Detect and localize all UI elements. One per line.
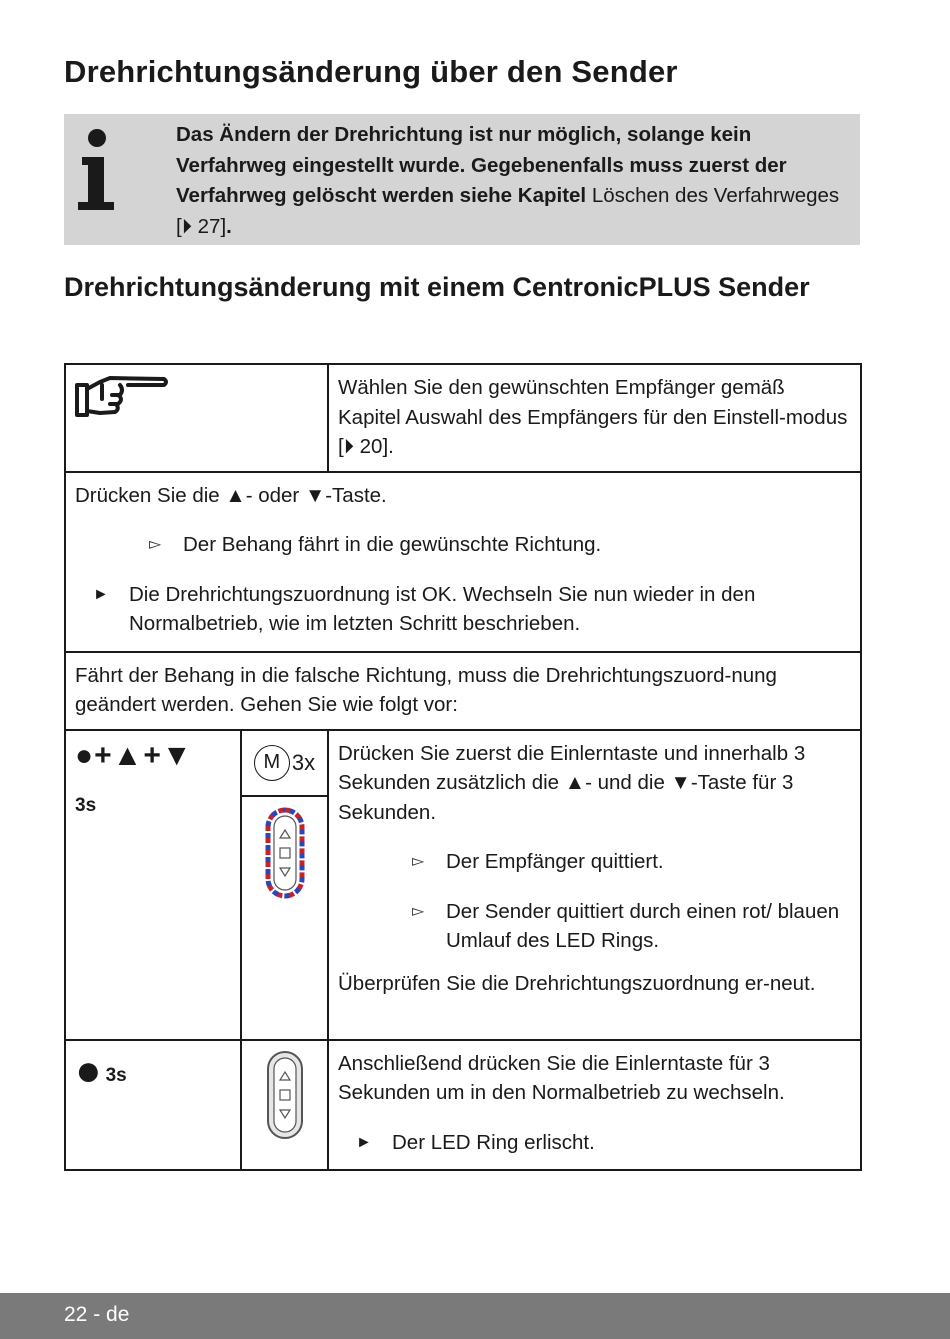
- result-marker: ►: [93, 585, 109, 603]
- row4-sub2: Der Sender quittiert durch einen rot/ blauen Umlauf des LED Rings.: [446, 899, 840, 952]
- key-duration: 3s: [75, 794, 97, 816]
- m-count: 3x: [291, 749, 316, 775]
- row2-text: Drücken Sie die ▲- oder ▼-Taste.: [75, 483, 387, 507]
- info-bold-text: Das Ändern der Drehrichtung ist nur möglich, solange kein Verfahrweg eingestellt wurde. Gegebenenfalls muss zuerst der Verfahrweg gelöscht werden siehe Kapitel: [176, 123, 787, 207]
- remote-icon: [265, 1049, 305, 1141]
- sub-marker: ▻: [149, 536, 162, 553]
- page-heading: Drehrichtungsänderung über den Sender: [64, 54, 678, 89]
- section-heading: Drehrichtungsänderung mit einem CentronicPLUS Sender: [64, 272, 810, 302]
- info-icon: [70, 124, 120, 214]
- table-row: [65, 472, 861, 652]
- info-end: .: [226, 214, 232, 238]
- info-text: [176, 120, 846, 242]
- sub-marker: ▻: [412, 853, 425, 870]
- remote-led-ring-red-blue-icon: [265, 807, 305, 899]
- table-row: [65, 1040, 861, 1170]
- info-link-text[interactable]: Löschen des Verfahrweges: [591, 184, 840, 207]
- learn-key-icon: ●: [75, 1045, 102, 1095]
- m-label: M: [263, 750, 281, 773]
- page-number: 22 - de: [64, 1303, 130, 1326]
- pointing-hand-icon: [74, 373, 170, 419]
- result-marker: ►: [356, 1133, 372, 1151]
- row1-text: Wählen Sie den gewünschten Empfänger gemäß Kapitel Auswahl des Empfängers für den Einstell-modus [⏵ 20].: [338, 376, 848, 458]
- key-duration: 3s: [105, 1065, 127, 1086]
- row5-result: Der LED Ring erlischt.: [392, 1130, 595, 1154]
- steps-table: [64, 363, 862, 1171]
- page-footer: [0, 1293, 950, 1339]
- table-row: [65, 364, 861, 472]
- info-box: [64, 114, 860, 245]
- table-row: [65, 730, 861, 1040]
- info-ref[interactable]: [⏵ 27]: [176, 214, 227, 238]
- row4-sub1: Der Empfänger quittiert.: [446, 850, 664, 873]
- key-combination: ●+▲+▼: [75, 738, 193, 772]
- row5-text: Anschließend drücken Sie die Einlerntaste für 3 Sekunden um in den Normalbetrieb zu wechseln.: [338, 1051, 785, 1104]
- m-button-icon: [254, 745, 290, 781]
- row4-check: Überprüfen Sie die Drehrichtungszuordnung er-neut.: [338, 971, 816, 995]
- row4-text: Drücken Sie zuerst die Einlerntaste und innerhalb 3 Sekunden zusätzlich die ▲- und die ▼-Taste für 3 Sekunden.: [338, 741, 806, 824]
- row2-result: Die Drehrichtungszuordnung ist OK. Wechseln Sie nun wieder in den Normalbetrieb, wie im letzten Schritt beschrieben.: [129, 582, 756, 635]
- row2-sub: Der Behang fährt in die gewünschte Richtung.: [183, 533, 602, 556]
- row3-text: Fährt der Behang in die falsche Richtung, muss die Drehrichtungszuord-nung geändert werden. Gehen Sie wie folgt vor:: [75, 663, 777, 716]
- sub-marker: ▻: [412, 902, 425, 920]
- table-row: [65, 652, 861, 730]
